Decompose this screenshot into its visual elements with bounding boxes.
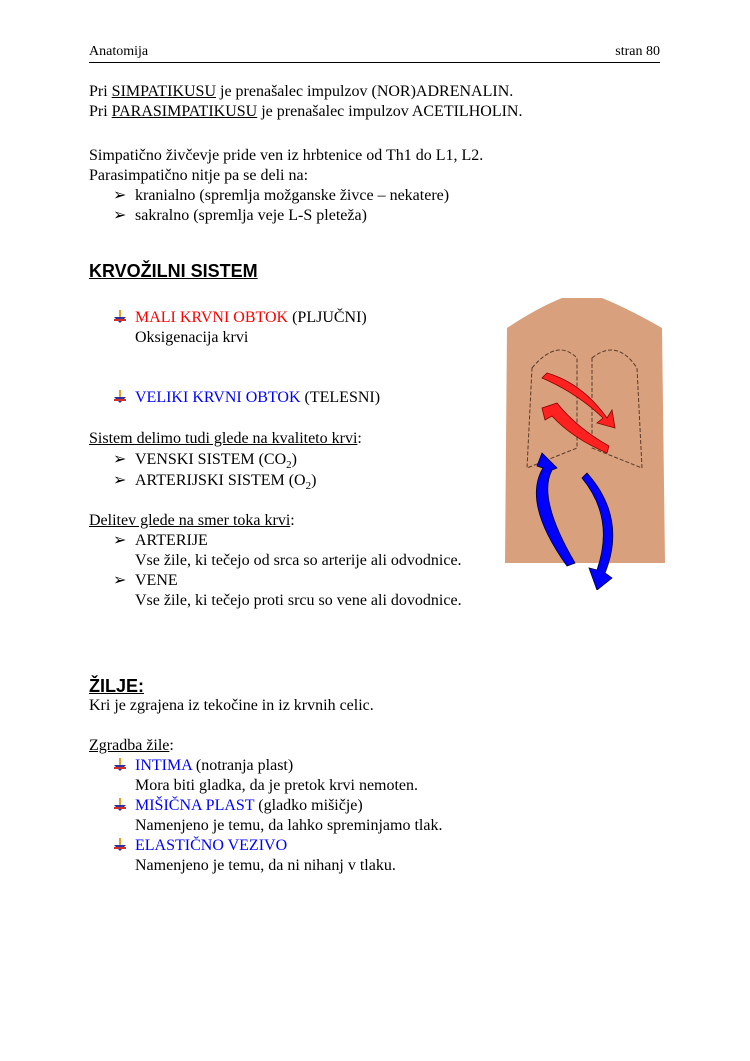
paragraph: Zgradba žile:: [89, 737, 174, 754]
paragraph: Kri je zgrajena iz tekočine in iz krvnih celic.: [89, 697, 374, 714]
list-item: ➢ sakralno (spremlja veje L-S pleteža): [113, 207, 367, 224]
page-number: stran 80: [615, 44, 660, 59]
arrow-right-icon: ➢: [113, 451, 127, 468]
list-item-desc: Oksigenacija krvi: [135, 329, 249, 346]
header-rule: [89, 62, 660, 63]
list-item-desc: Vse žile, ki tečejo proti srcu so vene ali dovodnice.: [135, 592, 462, 609]
list-item: INTIMA (notranja plast): [135, 757, 294, 774]
list-item: ELASTIČNO VEZIVO: [135, 837, 288, 854]
paragraph: Delitev glede na smer toka krvi:: [89, 512, 295, 529]
section-heading: ŽILJE:: [89, 676, 145, 696]
list-item: ➢ kranialno (spremlja možganske živce – nekatere): [113, 187, 450, 204]
list-item: ➢ ARTERIJSKI SISTEM $(O_2)$: [113, 472, 317, 493]
paragraph: Pri PARASIMPATIKUSU je prenašalec impulzov ACETILHOLIN.: [89, 103, 523, 120]
list-item-desc: Mora biti gladka, da je pretok krvi nemoten.: [135, 777, 419, 794]
pin-arrow-icon: [113, 798, 127, 812]
paragraph: Pri SIMPATIKUSU je prenašalec impulzov (NOR)ADRENALIN.: [89, 83, 514, 100]
header-title: Anatomija: [89, 44, 149, 59]
paragraph: Sistem delimo tudi glede na kvaliteto krvi:: [89, 430, 362, 447]
section-heading: KRVOŽILNI SISTEM: [89, 261, 258, 281]
list-item: ➢ VENSKI SISTEM $(CO_2)$: [113, 451, 297, 472]
arrow-right-icon: ➢: [113, 187, 127, 204]
list-item-desc: Namenjeno je temu, da lahko spreminjamo tlak.: [135, 817, 443, 834]
list-item: ➢ VENE: [113, 572, 178, 589]
circulation-torso-figure: [497, 298, 667, 590]
paragraph: Simpatično živčevje pride ven iz hrbtenice od Th1 do L1, L2.: [89, 147, 484, 164]
list-item-desc: Namenjeno je temu, da ni nihanj v tlaku.: [135, 857, 396, 874]
list-item-desc: Vse žile, ki tečejo od srca so arterije ali odvodnice.: [135, 552, 462, 569]
list-item: MIŠIČNA PLAST (gladko mišičje): [135, 797, 363, 814]
arrow-right-icon: ➢: [113, 572, 127, 589]
pin-arrow-icon: [113, 758, 127, 772]
list-item: MALI KRVNI OBTOK (PLJUČNI): [135, 309, 367, 326]
paragraph: Parasimpatično nitje pa se deli na:: [89, 167, 309, 184]
list-item: VELIKI KRVNI OBTOK (TELESNI): [135, 389, 381, 406]
arrow-right-icon: ➢: [113, 472, 127, 489]
arrow-right-icon: ➢: [113, 532, 127, 549]
pin-arrow-icon: [113, 390, 127, 404]
list-item: ➢ ARTERIJE: [113, 532, 208, 549]
pin-arrow-icon: [113, 838, 127, 852]
arrow-right-icon: ➢: [113, 207, 127, 224]
pin-arrow-icon: [113, 310, 127, 324]
